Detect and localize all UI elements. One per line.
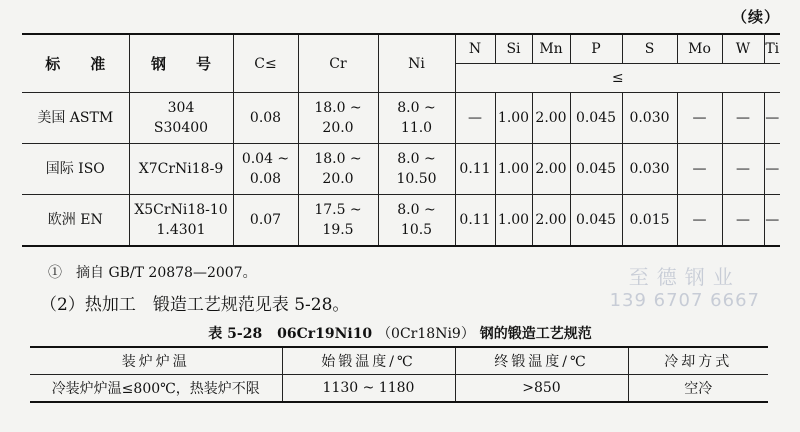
header-p: P (570, 34, 622, 64)
table-caption (0, 323, 800, 343)
header-w: W (722, 34, 764, 64)
cell-standard: 欧洲 EN (22, 195, 129, 247)
caption-number: 表 5-28 (208, 326, 263, 342)
cell-line: 18.0 ~ (314, 151, 362, 167)
header-n: N (455, 34, 495, 64)
cell-line: 8.0 ~ (397, 202, 436, 218)
cell-p: 0.045 (570, 93, 622, 144)
header-start-temp: 始锻温度/℃ (282, 347, 455, 375)
cell-furnace-temp: 冷装炉炉温≤800℃，热装炉不限 (51, 381, 260, 397)
cell-ni (378, 144, 455, 195)
header-finish-temp: 终锻温度/℃ (455, 347, 628, 375)
cell-line: X7CrNi18-9 (138, 161, 224, 177)
header-mo: Mo (677, 34, 722, 64)
cell-line: 0.07 (249, 212, 282, 228)
cell-c (233, 144, 298, 195)
cell-s: 0.030 (622, 144, 677, 195)
header-c: C≤ (233, 34, 298, 93)
cell-grade (129, 144, 233, 195)
cell-line: 20.0 (322, 120, 354, 136)
table-row (22, 144, 780, 195)
cell-standard: 国际 ISO (22, 144, 129, 195)
continued-label: （续） (731, 8, 780, 26)
forging-table (30, 346, 768, 403)
cell-w: — (722, 195, 764, 247)
header-s: S (622, 34, 677, 64)
header-mn: Mn (532, 34, 570, 64)
cell-mn: 2.00 (532, 195, 570, 247)
cell-line: 17.5 ~ (314, 202, 362, 218)
cell-line: 8.0 ~ (397, 151, 436, 167)
section-subheading: （2）热加工 锻造工艺规范见表 5-28。 (40, 295, 350, 315)
header-cooling: 冷却方式 (628, 347, 768, 375)
table-row (22, 195, 780, 247)
cell-line: 0.04 ~ (241, 151, 290, 167)
cell-line: 0.08 (249, 110, 282, 126)
cell-start-temp: 1130 ~ 1180 (282, 375, 455, 403)
caption-paren: （0Cr18Ni9） (377, 326, 475, 342)
cell-mo: — (677, 93, 722, 144)
watermark-phone: 139 6707 6667 (609, 290, 760, 311)
composition-table (22, 33, 780, 247)
cell-si: 1.00 (495, 144, 532, 195)
cell-mn: 2.00 (532, 144, 570, 195)
cell-finish-temp: >850 (455, 375, 628, 403)
table-row (30, 375, 768, 403)
cell-line: 0.08 (249, 171, 282, 187)
cell-mo: — (677, 195, 722, 247)
cell-c (233, 93, 298, 144)
cell-line: 18.0 ~ (314, 100, 362, 116)
cell-line: S30400 (153, 120, 209, 136)
caption-title: 钢的锻造工艺规范 (479, 326, 592, 342)
cell-mo: — (677, 144, 722, 195)
header-cr: Cr (298, 34, 378, 93)
cell-line: 10.5 (400, 222, 433, 238)
header-si: Si (495, 34, 532, 64)
watermark (610, 265, 760, 313)
cell-c (233, 195, 298, 247)
watermark-company: 至德钢业 (628, 265, 741, 289)
caption-grade: 06Cr19Ni10 (277, 326, 373, 342)
cell-line: 20.0 (322, 171, 354, 187)
cell-line: 8.0 ~ (397, 100, 436, 116)
cell-grade (129, 195, 233, 247)
cell-p: 0.045 (570, 144, 622, 195)
cell-p: 0.045 (570, 195, 622, 247)
cell-si: 1.00 (495, 195, 532, 247)
cell-line: 11.0 (400, 120, 433, 136)
cell-s: 0.030 (622, 93, 677, 144)
cell-standard: 美国 ASTM (22, 93, 129, 144)
cell-ni (378, 195, 455, 247)
cell-line: 1.4301 (156, 222, 206, 238)
cell-cr (298, 93, 378, 144)
cell-ti: — (764, 93, 780, 144)
cell-ti: — (764, 144, 780, 195)
table-row (22, 93, 780, 144)
cell-w: — (722, 93, 764, 144)
cell-ni (378, 93, 455, 144)
cell-mn: 2.00 (532, 93, 570, 144)
cell-line: 10.50 (396, 171, 437, 187)
footnote: ① 摘自 GB/T 20878—2007。 (48, 265, 257, 281)
cell-s: 0.015 (622, 195, 677, 247)
cell-n: — (455, 93, 495, 144)
header-ni: Ni (378, 34, 455, 93)
cell-si: 1.00 (495, 93, 532, 144)
cell-line: 19.5 (322, 222, 354, 238)
cell-cr (298, 144, 378, 195)
cell-w: — (722, 144, 764, 195)
header-standard: 标 准 (22, 34, 129, 93)
cell-cooling: 空冷 (628, 375, 768, 403)
header-grade: 钢 号 (129, 34, 233, 93)
cell-n: 0.11 (455, 195, 495, 247)
header-ti: Ti (764, 34, 780, 64)
header-max-symbol: ≤ (455, 64, 780, 93)
cell-cr (298, 195, 378, 247)
cell-line: X5CrNi18-10 (134, 202, 228, 218)
header-furnace-temp: 装炉炉温 (30, 347, 282, 375)
cell-n: 0.11 (455, 144, 495, 195)
cell-grade (129, 93, 233, 144)
cell-line: 304 (167, 100, 195, 116)
cell-ti: — (764, 195, 780, 247)
